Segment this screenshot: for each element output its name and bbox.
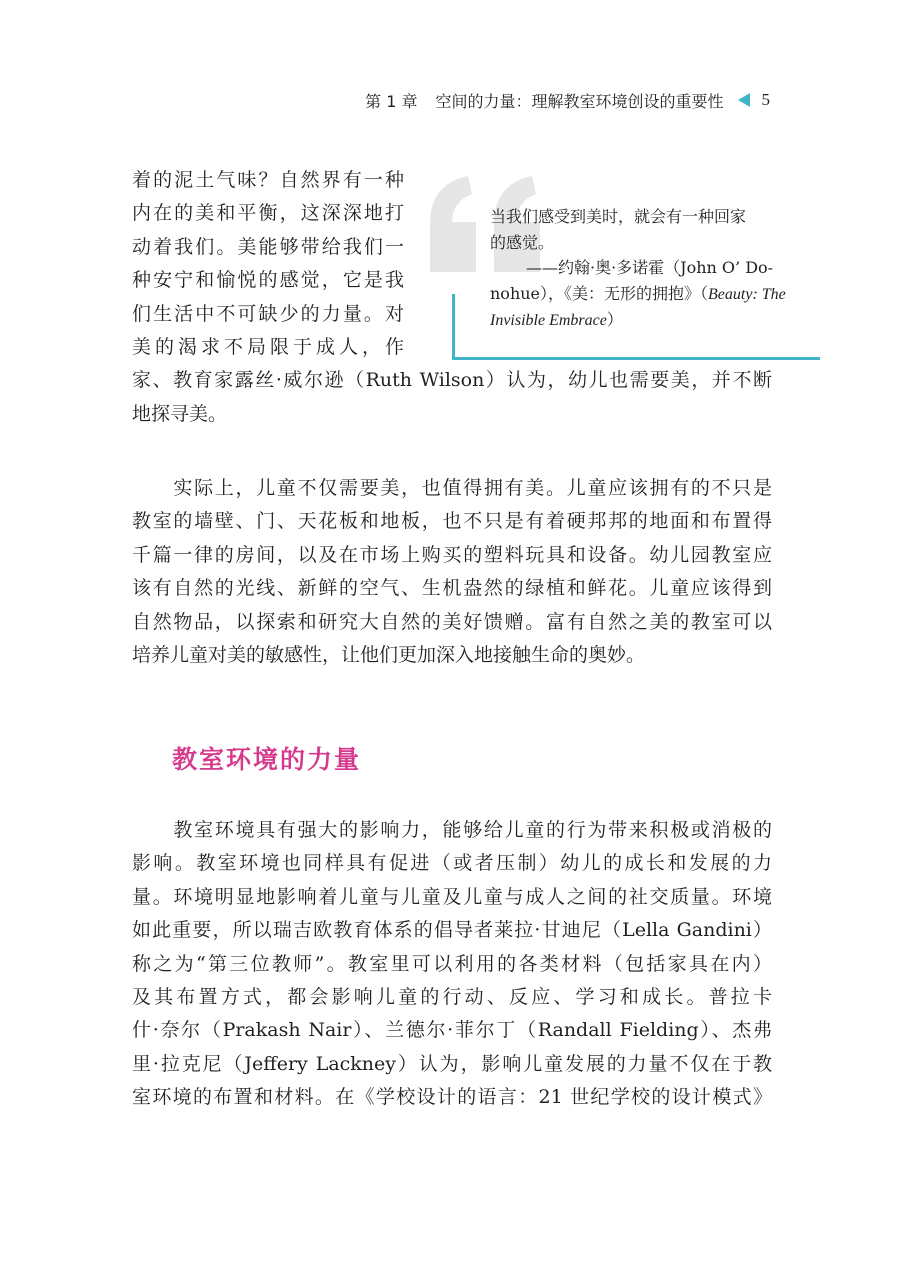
chapter-title: 空间的力量：理解教室环境创设的重要性	[435, 91, 724, 111]
quote-attribution	[490, 281, 816, 308]
paragraph-line: 美的渴求不局限于成人，作	[132, 336, 404, 359]
paragraph-line: 如此重要，所以瑞吉欧教育体系的倡导者莱拉·甘迪尼（Lella Gandini）	[132, 919, 772, 942]
paragraph-line: 及其布置方式，都会影响儿童的行动、反应、学习和成长。普拉卡	[132, 986, 772, 1009]
paragraph-line: 动着我们。美能够带给我们一	[132, 235, 404, 258]
quote-underline	[452, 357, 820, 360]
page-marker-triangle-icon	[738, 93, 750, 107]
paragraph-line: 们生活中不可缺少的力量。对	[132, 302, 404, 325]
pull-quote	[452, 178, 820, 362]
paragraph-line: 自然物品，以探索和研究大自然的美好馈赠。富有自然之美的教室可以	[132, 610, 772, 633]
paragraph-line: 里·拉克尼（Jeffery Lackney）认为，影响儿童发展的力量不仅在于教	[132, 1052, 772, 1075]
paragraph-2	[132, 472, 772, 672]
section-heading: 教室环境的力量	[172, 745, 362, 774]
paragraph-line: 地探寻美。	[132, 402, 228, 425]
paragraph-line: 室环境的布置和材料。在《学校设计的语言：21 世纪学校的设计模式》	[132, 1086, 772, 1109]
quote-attribution: ——约翰·奥·多诺霍（John O’ Do-	[526, 258, 774, 277]
running-header	[300, 86, 770, 114]
book-title-en: Beauty: The	[708, 285, 786, 303]
paragraph-line: 教室的墙壁、门、天花板和地板，也不只是有着硬邦邦的地面和布置得	[132, 510, 772, 533]
paragraph-3	[132, 814, 772, 1115]
page-number: 5	[761, 90, 770, 109]
quote-line: 的感觉。	[490, 232, 555, 252]
quote-text	[490, 204, 816, 334]
attribution-text: ）	[606, 310, 623, 329]
paragraph-line: 称之为“第三位教师”。教室里可以利用的各类材料（包括家具在内）	[132, 952, 772, 975]
paragraph-line: 种安宁和愉悦的感觉，它是我	[132, 269, 404, 292]
book-title-en: Invisible Embrace	[490, 312, 607, 329]
paragraph-line: 量。环境明显地影响着儿童与儿童及儿童与成人之间的社交质量。环境	[132, 885, 772, 908]
paragraph-line: 该有自然的光线、新鲜的空气、生机盎然的绿植和鲜花。儿童应该得到	[132, 577, 772, 600]
chapter-number: 第 1 章	[365, 91, 418, 111]
attribution-text: nohue），《美：无形的拥抱》（	[490, 283, 709, 303]
paragraph-line: 实际上，儿童不仅需要美，也值得拥有美。儿童应该拥有的不只是	[132, 477, 772, 499]
paragraph-line: 内在的美和平衡，这深深地打	[132, 202, 404, 225]
paragraph-line: 教室环境具有强大的影响力，能够给儿童的行为带来积极或消极的	[132, 819, 772, 841]
paragraph-line: 千篇一律的房间，以及在市场上购买的塑料玩具和设备。幼儿园教室应	[132, 543, 772, 566]
paragraph-line: 家、教育家露丝·威尔逊（Ruth Wilson）认为，幼儿也需要美，并不断	[132, 369, 772, 392]
paragraph-line: 着的泥土气味？自然界有一种	[132, 169, 404, 191]
quote-accent-bar	[452, 294, 455, 360]
quote-attribution	[490, 307, 816, 334]
quote-line: 当我们感受到美时，就会有一种回家	[490, 207, 747, 226]
paragraph-line: 什·奈尔（Prakash Nair）、兰德尔·菲尔丁（Randall Fielding）、杰弗	[132, 1019, 772, 1042]
paragraph-line: 培养儿童对美的敏感性，让他们更加深入地接触生命的奥妙。	[132, 644, 646, 667]
paragraph-line: 影响。教室环境也同样具有促进（或者压制）幼儿的成长和发展的力	[132, 852, 772, 875]
